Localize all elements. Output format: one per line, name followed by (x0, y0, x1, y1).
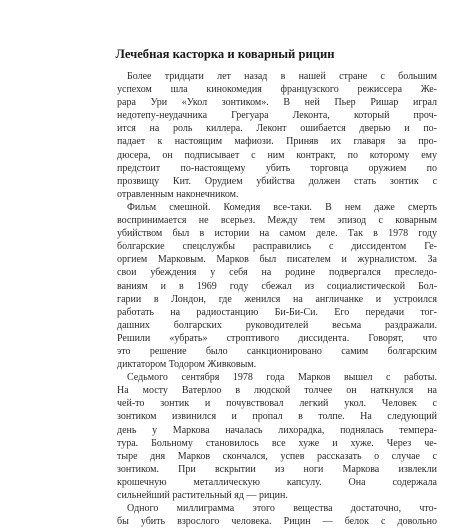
text-line: успехом шла кинокомедия французского режиссера Же- (117, 84, 437, 96)
paragraph (117, 502, 437, 528)
text-line: отравленным наконечником. (117, 188, 239, 200)
text-line: Решили «убрать» строптивого диссидента. Говорят, что (117, 332, 437, 344)
body-text (117, 70, 437, 528)
text-line: ится на роль киллера. Леконт ошибается дверью и по- (117, 123, 437, 135)
text-line: болгарские спецслужбы расправились с диссидентом Ге- (117, 241, 437, 253)
text-line: день у Маркова началась лихорадка, поднялась темпера- (117, 424, 437, 436)
text-line: зонтиком. При вскрытии из ноги Маркова извлекли (117, 463, 437, 475)
text-line: сильнейший растительный яд — рицин. (117, 490, 288, 501)
text-line: недотепу-неудачника Грегуара Леконта, который проч- (117, 110, 437, 122)
text-line: прозвищу Кит. Орудием убийства должен стать зонтик с (117, 175, 437, 187)
text-line: чей-то зонтик и почувствовал легкий укол. Человек с (117, 398, 437, 410)
text-line: Одного миллиграмма этого вещества достаточно, что- (127, 503, 437, 515)
paragraph (117, 70, 437, 201)
text-line: бы убить взрослого человека. Рицин — белок с довольно (117, 516, 437, 528)
text-line: На мосту Ватерлоо в людской толчее он наткнулся на (117, 385, 437, 397)
text-line: это решение было санкционировано самим болгарским (117, 345, 437, 357)
text-line: Фильм смешной. Комедия все-таки. В нем даже смерть (127, 201, 437, 213)
text-line: Седьмого сентября 1978 года Марков вышел с работы. (127, 372, 437, 384)
text-line: тыре дня Марков скончался, успев рассказать о случае с (117, 450, 437, 462)
text-line: убийством был в истории на самом деле. Так в 1978 году (117, 228, 437, 240)
text-line: воспринимается не всерьез. Между тем эпизод с коварным (117, 215, 437, 227)
chapter-title: Лечебная касторка и коварный рицин (115, 47, 335, 61)
text-line: ваниям и в 1969 году сбежал из социалистической Бол- (117, 280, 437, 292)
text-line: предстоит по-настоящему убить торговца оружием по (117, 162, 437, 174)
text-line: дашних болгарских руководителей весьма раздражали. (117, 319, 437, 331)
text-line: оргием Марковым. Марков был писателем и журналистом. За (117, 254, 437, 266)
text-line: зонтиком извинился и пропал в толпе. На следующий (117, 411, 437, 423)
text-line: падает к настоящим мафиози. Приняв их главаря за про- (117, 136, 437, 148)
text-line: работать на радиостанцию Би-Би-Си. Его передачи тог- (117, 306, 437, 318)
text-line: рара Ури «Укол зонтиком». В ней Пьер Ришар играл (117, 97, 437, 109)
paragraph (117, 371, 437, 502)
text-line: дюсера, он подписывает с ним контракт, по которому ему (117, 149, 437, 161)
text-line: свои убеждения у себя на родине подвергался преследо- (117, 267, 437, 279)
paragraph (117, 201, 437, 371)
text-line: диктатором Тодором Живковым. (117, 359, 257, 371)
text-line: тура. Больному становилось все хуже и хуже. Через че- (117, 437, 437, 449)
text-line: Более тридцати лет назад в нашей стране с большим (127, 71, 437, 82)
text-line: гарии в Лондон, где женился на англичанке и устроился (117, 293, 437, 305)
text-line: крошечную металлическую капсулу. Она содержала (117, 476, 437, 488)
